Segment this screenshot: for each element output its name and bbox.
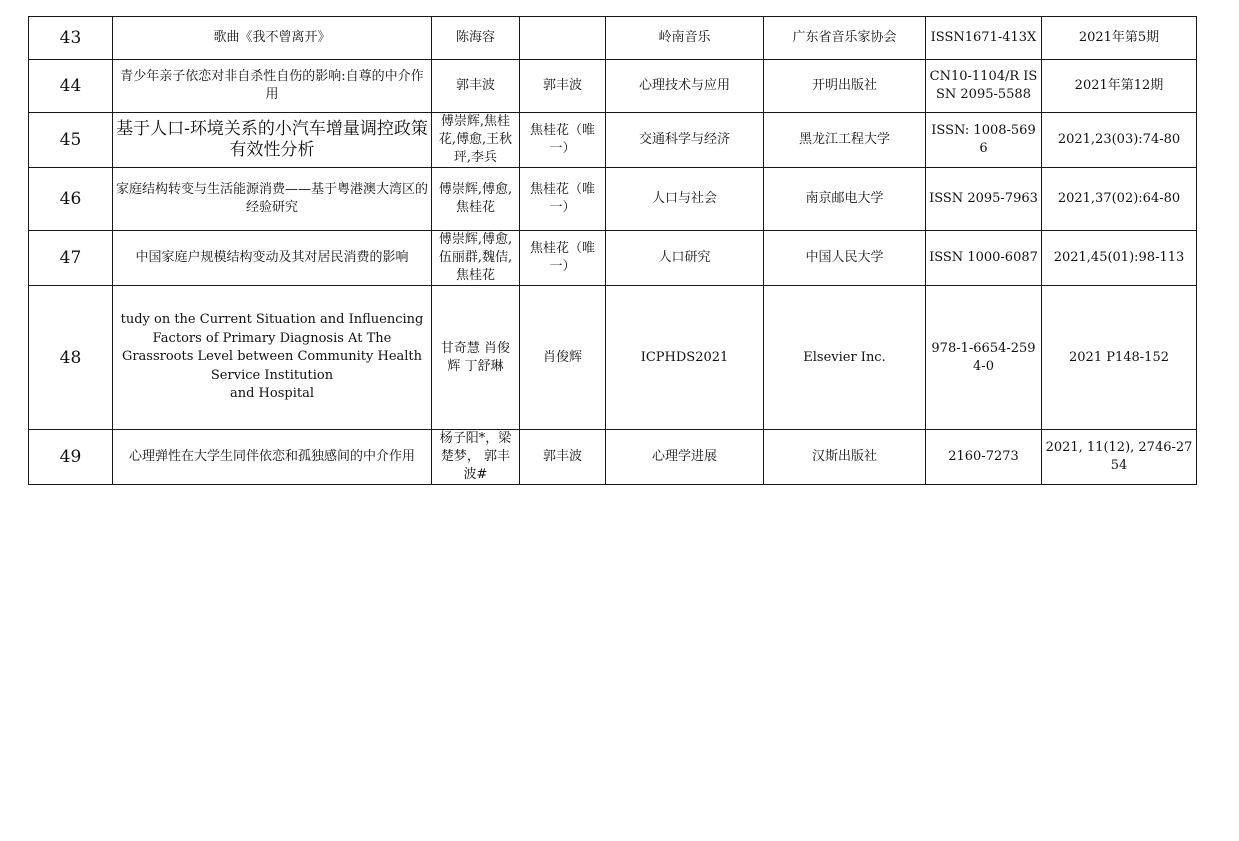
issue: 2021年第5期 (1042, 17, 1197, 60)
issn: ISSN1671-413X (926, 17, 1042, 60)
publisher: 黑龙江工程大学 (764, 113, 926, 168)
row-number: 43 (29, 17, 113, 60)
authors: 傅崇辉,傅愈,焦桂花 (432, 168, 520, 231)
corresponding-author: 肖俊辉 (520, 286, 606, 430)
journal-name: 人口与社会 (606, 168, 764, 231)
paper-title-line: Factors of Primary Diagnosis At The Grassroots Level between Community Health Service Institution (121, 330, 423, 383)
issn: 978-1-6654-2594-0 (926, 286, 1042, 430)
authors: 傅崇辉,焦桂花,傅愈,王秋玶,李兵 (432, 113, 520, 168)
authors: 甘奇慧 肖俊辉 丁舒琳 (432, 286, 520, 430)
issn: ISSN 1000-6087 (926, 231, 1042, 286)
paper-title: 歌曲《我不曾离开》 (113, 17, 432, 60)
table-row (29, 286, 1197, 430)
issue: 2021,37(02):64-80 (1042, 168, 1197, 231)
journal-name: 心理技术与应用 (606, 60, 764, 113)
issn: CN10-1104/R ISSN 2095-5588 (926, 60, 1042, 113)
table-row (29, 17, 1197, 60)
journal-name: 心理学进展 (606, 430, 764, 485)
corresponding-author: 郭丰波 (520, 60, 606, 113)
paper-title: 中国家庭户规模结构变动及其对居民消费的影响 (113, 231, 432, 286)
corresponding-author: 焦桂花（唯一） (520, 231, 606, 286)
paper-title: 基于人口-环境关系的小汽车增量调控政策有效性分析 (113, 113, 432, 168)
issn: ISSN 2095-7963 (926, 168, 1042, 231)
issn: ISSN: 1008-5696 (926, 113, 1042, 168)
authors: 陈海容 (432, 17, 520, 60)
issue: 2021,23(03):74-80 (1042, 113, 1197, 168)
row-number: 48 (29, 286, 113, 430)
paper-title-line: and Hospital (229, 386, 315, 402)
journal-name: 人口研究 (606, 231, 764, 286)
issue: 2021,45(01):98-113 (1042, 231, 1197, 286)
issue: 2021, 11(12), 2746-2754 (1042, 430, 1197, 485)
issue: 2021 P148-152 (1042, 286, 1197, 430)
publisher: 汉斯出版社 (764, 430, 926, 485)
journal-name: 交通科学与经济 (606, 113, 764, 168)
paper-title (113, 286, 432, 430)
journal-name: 岭南音乐 (606, 17, 764, 60)
table-row (29, 113, 1197, 168)
publisher: 广东省音乐家协会 (764, 17, 926, 60)
authors: 傅崇辉,傅愈,伍丽群,魏佶,焦桂花 (432, 231, 520, 286)
authors: 杨子阳*，梁楚梦， 郭丰波# (432, 430, 520, 485)
paper-title: 青少年亲子依恋对非自杀性自伤的影响:自尊的中介作用 (113, 60, 432, 113)
row-number: 47 (29, 231, 113, 286)
publisher: 南京邮电大学 (764, 168, 926, 231)
paper-title-line: tudy on the Current Situation and Influencing (120, 312, 424, 328)
authors: 郭丰波 (432, 60, 520, 113)
corresponding-author: 焦桂花（唯一） (520, 168, 606, 231)
paper-title: 家庭结构转变与生活能源消费——基于粤港澳大湾区的经验研究 (113, 168, 432, 231)
row-number: 44 (29, 60, 113, 113)
publication-table (28, 16, 1197, 485)
row-number: 49 (29, 430, 113, 485)
table-row (29, 430, 1197, 485)
row-number: 46 (29, 168, 113, 231)
table-row (29, 168, 1197, 231)
journal-name: ICPHDS2021 (606, 286, 764, 430)
issue: 2021年第12期 (1042, 60, 1197, 113)
corresponding-author: 郭丰波 (520, 430, 606, 485)
corresponding-author (520, 17, 606, 60)
table-row (29, 231, 1197, 286)
table-row (29, 60, 1197, 113)
paper-title: 心理弹性在大学生同伴依恋和孤独感间的中介作用 (113, 430, 432, 485)
issn: 2160-7273 (926, 430, 1042, 485)
row-number: 45 (29, 113, 113, 168)
publisher: 中国人民大学 (764, 231, 926, 286)
publisher: Elsevier Inc. (764, 286, 926, 430)
publisher: 开明出版社 (764, 60, 926, 113)
corresponding-author: 焦桂花（唯一） (520, 113, 606, 168)
